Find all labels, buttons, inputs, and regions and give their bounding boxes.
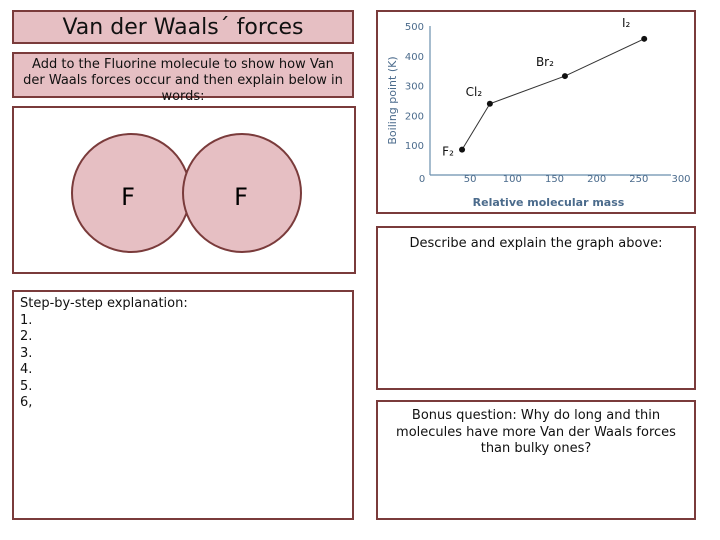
step-item: 1. — [20, 312, 33, 328]
y-axis-label: Boiling point (K) — [386, 56, 399, 145]
data-point — [562, 73, 568, 79]
page-title: Van der Waals´ forces — [62, 14, 304, 40]
boiling-point-graph-panel — [376, 10, 696, 214]
title-banner — [12, 10, 354, 44]
boiling-point-chart — [378, 12, 694, 212]
data-point — [641, 36, 647, 42]
fluorine-molecule-panel[interactable] — [12, 106, 356, 274]
origin-label: 0 — [418, 174, 426, 185]
instructions-box — [12, 52, 354, 104]
x-tick-label: 150 — [544, 174, 565, 185]
y-tick-label: 300 — [404, 81, 424, 93]
data-point — [487, 101, 493, 107]
x-tick-label: 50 — [463, 174, 477, 185]
steps-heading: Step-by-step explanation: — [20, 296, 188, 311]
data-point-label: F₂ — [442, 144, 454, 159]
describe-graph-box[interactable] — [376, 226, 696, 390]
y-tick-label: 200 — [404, 111, 424, 123]
data-point-label: Br₂ — [535, 55, 554, 70]
bonus-question-box[interactable] — [376, 400, 696, 520]
step-item: 4. — [20, 362, 33, 377]
step-item: 3. — [20, 345, 33, 361]
step-by-step-box[interactable] — [12, 290, 354, 520]
instructions-text: Add to the Fluorine molecule to show how Van der Waals forces occur and then explain below in words: — [23, 57, 343, 104]
atom-label-right: F — [234, 183, 248, 211]
step-item: 6, — [20, 395, 33, 410]
x-tick-label: 300 — [671, 174, 691, 185]
data-point — [459, 147, 465, 153]
fluorine-molecule-diagram — [14, 108, 354, 272]
data-point-label: Cl₂ — [465, 84, 483, 99]
bonus-prompt: Bonus question: Why do long and thin molecules have more Van der Waals forces than bulky ones? — [396, 408, 676, 456]
step-item: 2. — [20, 329, 33, 344]
x-tick-label: 200 — [587, 174, 607, 185]
step-item: 5. — [20, 378, 33, 394]
x-tick-label: 100 — [502, 174, 522, 185]
x-axis-label: Relative molecular mass — [472, 196, 625, 209]
x-tick-label: 250 — [629, 174, 649, 185]
y-tick-label: 400 — [404, 51, 424, 63]
atom-label-left: F — [121, 183, 135, 211]
y-tick-label: 500 — [404, 22, 424, 33]
y-tick-label: 100 — [404, 141, 424, 153]
data-point-label: I₂ — [622, 15, 631, 30]
describe-prompt: Describe and explain the graph above: — [409, 236, 663, 251]
